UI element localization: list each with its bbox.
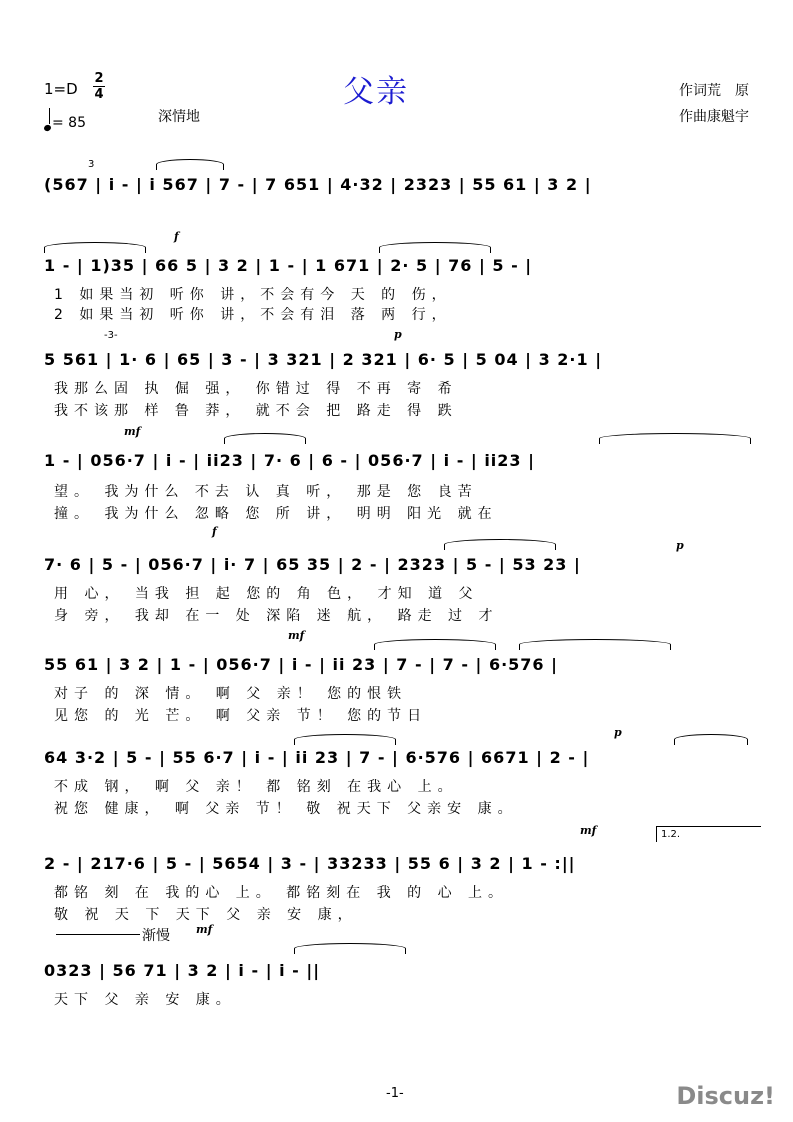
dynamic-mf: mf [580, 824, 597, 837]
notation-line: (567 | i - | i 567 | 7 - | 7 651 | 4·32 | 2323 | 55 61 | 3 2 | [44, 175, 592, 194]
time-bottom: 4 [94, 87, 104, 102]
dynamic-f: f [174, 230, 179, 243]
dynamic-mf: mf [124, 425, 141, 438]
composer-credit: 作曲康魁宇 [679, 109, 749, 125]
slur-mark [224, 433, 306, 444]
notation-line: 2 - | 217·6 | 5 - | 5654 | 3 - | 33233 | 55 6 | 3 2 | 1 - :|| [44, 854, 576, 873]
ritardando-mark: 渐慢 [142, 928, 170, 944]
lyric-verse-2: 见您 的 光 芒。 啊 父亲 节！ 您的节日 [54, 708, 428, 724]
dynamic-mf: mf [196, 923, 213, 936]
page-number: -1- [386, 1086, 404, 1101]
tempo-value: = 85 [52, 115, 86, 131]
slur-mark [599, 433, 751, 444]
lyricist-credit: 作词荒 原 [679, 83, 749, 99]
notation-line: 7· 6 | 5 - | 056·7 | i· 7 | 65 35 | 2 - | 2323 | 5 - | 53 23 | [44, 555, 581, 574]
note-stem [49, 108, 50, 124]
dynamic-f: f [212, 525, 217, 538]
volta-bracket: 1.2. [656, 826, 761, 842]
slow-line [56, 934, 140, 935]
notation-line: 64 3·2 | 5 - | 55 6·7 | i - | ii 23 | 7 - | 6·576 | 6671 | 2 - | [44, 748, 590, 767]
notation-line: 1 - | 1)35 | 66 5 | 3 2 | 1 - | 1 671 | 2· 5 | 76 | 5 - | [44, 256, 533, 275]
notation-line: 0323 | 56 71 | 3 2 | i - | i - || [44, 961, 321, 980]
lyric-verse-1: 不成 钢， 啊 父 亲！ 都 铭刻 在我心 上。 [54, 779, 458, 795]
triplet-mark: -3- [104, 330, 118, 341]
notation-line: 1 - | 056·7 | i - | ii23 | 7· 6 | 6 - | 056·7 | i - | ii23 | [44, 451, 535, 470]
slur-mark [44, 242, 146, 253]
lyric-verse-1: 1 如果当初 听你 讲，不会有今 天 的 伤， [54, 287, 452, 303]
lyric-verse-1: 对子 的 深 情。 啊 父 亲！ 您的恨铁 [54, 686, 408, 702]
lyric-verse-1: 都铭 刻 在 我的心 上。 都铭刻在 我 的 心 上。 [54, 885, 509, 901]
notation-line: 55 61 | 3 2 | 1 - | 056·7 | i - | ii 23 | 7 - | 7 - | 6·576 | [44, 655, 558, 674]
slur-mark [374, 639, 496, 650]
slur-mark [156, 159, 224, 170]
expression-mark: 深情地 [158, 109, 200, 125]
slur-mark [294, 734, 396, 745]
watermark: Discuz! [676, 1082, 775, 1110]
dynamic-p: p [676, 539, 684, 552]
lyric-verse-2: 敬 祝 天 下 天下 父 亲 安 康， [54, 907, 358, 923]
dynamic-mf: mf [288, 629, 305, 642]
lyric-verse-1: 望。 我为什么 不去 认 真 听， 那是 您 良苦 [54, 484, 478, 500]
lyric-verse-1: 我那么固 执 倔 强， 你错过 得 不再 寄 希 [54, 381, 458, 397]
time-top: 2 [94, 71, 104, 86]
tempo-mark [44, 111, 86, 131]
slur-mark [294, 943, 406, 954]
dynamic-p: p [614, 726, 622, 739]
slur-mark [444, 539, 556, 550]
quarter-note-icon [43, 124, 52, 132]
lyric-verse-1: 用 心， 当我 担 起 您的 角 色， 才知 道 父 [54, 586, 479, 602]
lyric-verse-2: 我不该那 样 鲁 莽， 就不会 把 路走 得 跌 [54, 403, 458, 419]
slur-mark [674, 734, 748, 745]
lyric-verse-2: 撞。 我为什么 忽略 您 所 讲， 明明 阳光 就在 [54, 506, 498, 522]
lyric-verse-2: 2 如果当初 听你 讲，不会有泪 落 两 行， [54, 307, 452, 323]
notation-line: 5 561 | 1· 6 | 65 | 3 - | 3 321 | 2 321 | 6· 5 | 5 04 | 3 2·1 | [44, 350, 603, 369]
slur-mark [519, 639, 671, 650]
key-signature: 1=D [44, 80, 78, 98]
lyric-verse-2: 祝您 健康， 啊 父亲 节！ 敬 祝天下 父亲安 康。 [54, 801, 518, 817]
lyric-verse-1: 天下 父 亲 安 康。 [54, 992, 236, 1008]
slur-mark [379, 242, 491, 253]
lyric-verse-2: 身 旁， 我却 在一 处 深陷 迷 航， 路走 过 才 [54, 608, 499, 624]
time-signature [93, 71, 105, 102]
dynamic-p: p [394, 328, 402, 341]
song-title: 父亲 [343, 74, 409, 110]
triplet-mark: 3 [88, 159, 95, 170]
